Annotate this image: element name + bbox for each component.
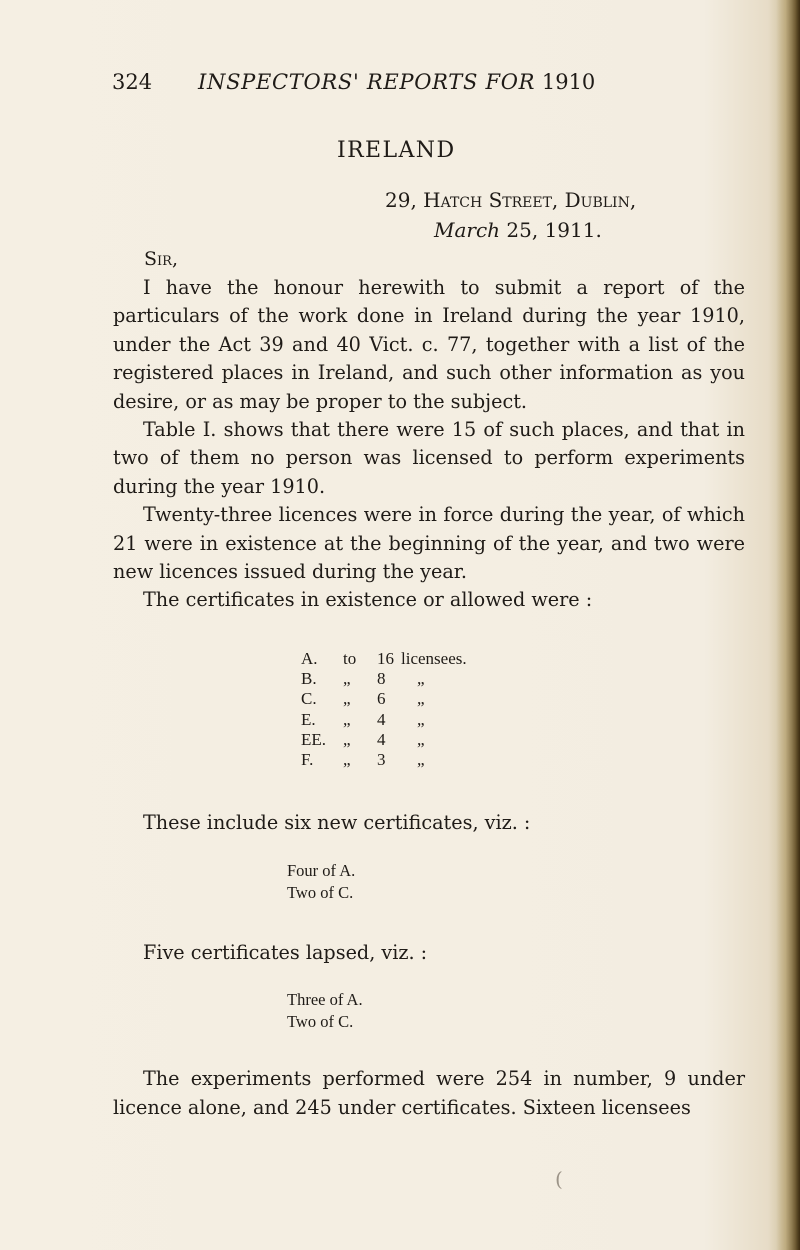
cert-unit: „ [417,729,425,749]
lapsed-certificates-list [287,989,363,1033]
list-item: Three of A. [287,990,363,1009]
cert-count: 16 [377,649,394,668]
address-date-line [385,215,636,245]
cert-letter: E. [301,709,316,729]
paragraph-experiments: The experiments performed were 254 in number, 9 under licence alone, and 245 under certificates. Sixteen licensees [113,1067,745,1119]
cert-count: 8 [377,669,386,689]
cert-letter: A. [301,649,318,668]
paragraph-certificates-intro: The certificates in existence or allowed were : [143,588,593,612]
table-row [301,669,467,689]
list-item: Two of C. [287,1012,354,1031]
section-title: IRELAND [337,138,456,163]
cert-to: „ [343,689,351,709]
list-item: Two of C. [287,883,354,902]
new-certificates-intro: These include six new certificates, viz. : [143,811,531,834]
table-row [301,730,467,750]
paragraph-licences: Twenty-three licences were in force during the year, of which 21 were in existence at the beginning of the year, and two were new licences issued during the year. [113,503,745,584]
cert-unit: „ [417,750,425,770]
cert-to: „ [343,669,351,689]
salutation: Sir, [144,248,178,270]
cert-to: „ [343,750,351,770]
page-edge-shadow [776,0,800,1250]
certificates-table [301,649,467,770]
lapsed-certificates-intro: Five certificates lapsed, viz. : [143,941,428,964]
cert-unit: „ [417,689,425,709]
new-certificates-list [287,860,355,904]
table-row [301,649,467,669]
report-body [113,274,745,615]
cert-letter: C. [301,689,317,709]
report-final [113,1064,745,1122]
cert-unit: licensees. [401,649,467,668]
paragraph-table-summary: Table I. shows that there were 15 of such places, and that in two of them no person was licensed to perform experiments during the year 1910. [113,418,745,498]
address-month: March [434,218,501,242]
cert-unit: „ [417,669,425,689]
cert-count: 4 [377,709,386,729]
table-row [301,710,467,730]
cert-count: 4 [377,729,386,749]
address-street: 29, Hatch Street, Dublin, [385,188,637,212]
cert-count: 3 [377,750,386,770]
paragraph-intro: I have the honour herewith to submit a report of the particulars of the work done in Ireland during the year 1910, under the Act 39 and 40 Vict. c. 77, together with a list of the registered places in Ireland, and such other information as you desire, or as may be proper to the subject. [113,276,745,413]
running-title: INSPECTORS' REPORTS FOR [198,70,536,94]
address-date: 25, 1911. [506,218,602,242]
cert-to: „ [343,729,351,749]
cert-to: „ [343,709,351,729]
cert-letter: F. [301,750,314,770]
letter-address [385,185,636,245]
page-number: 324 [112,70,153,94]
table-row [301,750,467,770]
cert-unit: „ [417,709,425,729]
cert-count: 6 [377,689,386,709]
cert-to: to [343,649,357,668]
running-title-year: 1910 [541,70,596,94]
stray-mark: ( [555,1167,563,1191]
cert-letter: EE. [301,729,327,749]
running-header [112,68,672,96]
cert-letter: B. [301,669,317,689]
list-item: Four of A. [287,861,356,880]
table-row [301,689,467,709]
